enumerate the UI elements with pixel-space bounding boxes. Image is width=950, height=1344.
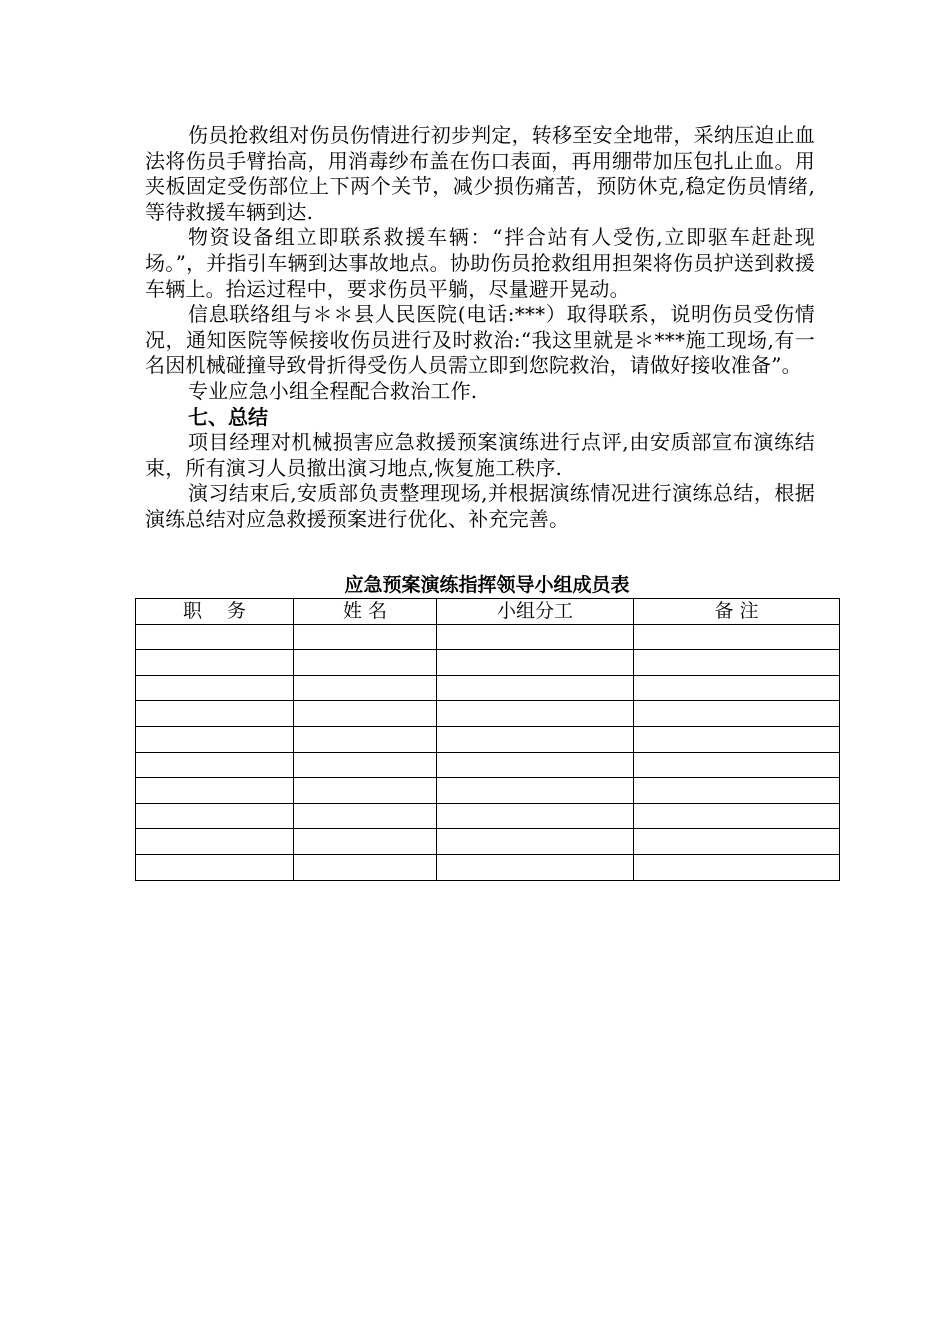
table-body (136, 624, 840, 880)
name-cell (294, 624, 437, 650)
remarks-cell (634, 624, 840, 650)
name-cell (294, 803, 437, 829)
table-row (136, 650, 840, 676)
position-cell (136, 701, 294, 727)
header-group-role: 小组分工 (437, 599, 634, 625)
group-role-cell (437, 726, 634, 752)
group-role-cell (437, 829, 634, 855)
position-cell (136, 803, 294, 829)
name-cell (294, 726, 437, 752)
table-row (136, 624, 840, 650)
remarks-cell (634, 752, 840, 778)
table-row (136, 752, 840, 778)
table-row (136, 803, 840, 829)
name-cell (294, 778, 437, 804)
header-position: 职 务 (136, 599, 294, 625)
position-cell (136, 854, 294, 880)
remarks-cell (634, 829, 840, 855)
position-cell (136, 726, 294, 752)
document-body (145, 123, 815, 533)
name-cell (294, 829, 437, 855)
remarks-cell (634, 650, 840, 676)
table-title: 应急预案演练指挥领导小组成员表 (344, 574, 630, 596)
paragraph-summary-cleanup: 演习结束后,安质部负责整理现场,并根据演练情况进行演练总结，根据演练总结对应急救援预案进行优化、补充完善。 (145, 481, 815, 531)
position-cell (136, 829, 294, 855)
group-role-cell (437, 803, 634, 829)
remarks-cell (634, 803, 840, 829)
group-role-cell (437, 675, 634, 701)
remarks-cell (634, 726, 840, 752)
group-role-cell (437, 778, 634, 804)
name-cell (294, 650, 437, 676)
table-row (136, 829, 840, 855)
paragraph-liaison-team: 信息联络组与＊＊县人民医院(电话:***）取得联系，说明伤员受伤情况，通知医院等候接收伤员进行及时救治:“我这里就是＊***施工现场,有一名因机械碰撞导致骨折得受伤人员需立即到您院救治，请做好接收准备”。 (145, 302, 815, 378)
paragraph-emergency-team: 专业应急小组全程配合救治工作. (188, 378, 478, 403)
table-row (136, 778, 840, 804)
paragraph-rescue-team: 伤员抢救组对伤员伤情进行初步判定，转移至安全地带，采纳压迫止血法将伤员手臂抬高，用消毒纱布盖在伤口表面，再用绷带加压包扎止血。用夹板固定受伤部位上下两个关节，减少损伤痛苦，预防休克,稳定伤员情绪,等待救援车辆到达. (145, 123, 815, 224)
position-cell (136, 778, 294, 804)
group-role-cell (437, 650, 634, 676)
position-cell (136, 675, 294, 701)
group-role-cell (437, 752, 634, 778)
table-row (136, 701, 840, 727)
table-header-row (136, 599, 840, 625)
name-cell (294, 752, 437, 778)
group-role-cell (437, 854, 634, 880)
table-row (136, 854, 840, 880)
remarks-cell (634, 701, 840, 727)
paragraph-summary-review: 项目经理对机械损害应急救援预案演练进行点评,由安质部宣布演练结束，所有演习人员撤出演习地点,恢复施工秩序. (145, 430, 815, 480)
table-row (136, 726, 840, 752)
table-row (136, 675, 840, 701)
group-role-cell (437, 701, 634, 727)
position-cell (136, 624, 294, 650)
members-table (135, 598, 840, 881)
name-cell (294, 675, 437, 701)
name-cell (294, 701, 437, 727)
name-cell (294, 854, 437, 880)
position-cell (136, 752, 294, 778)
group-role-cell (437, 624, 634, 650)
remarks-cell (634, 675, 840, 701)
position-cell (136, 650, 294, 676)
remarks-cell (634, 778, 840, 804)
remarks-cell (634, 854, 840, 880)
header-remarks: 备 注 (634, 599, 840, 625)
header-name: 姓 名 (294, 599, 437, 625)
section-heading-summary: 七、总结 (188, 404, 268, 429)
paragraph-equipment-team: 物资设备组立即联系救援车辆：“拌合站有人受伤,立即驱车赶赴现场。”，并指引车辆到达事故地点。协助伤员抢救组用担架将伤员护送到救援车辆上。抬运过程中，要求伤员平躺，尽量避开晃动。 (145, 225, 815, 301)
